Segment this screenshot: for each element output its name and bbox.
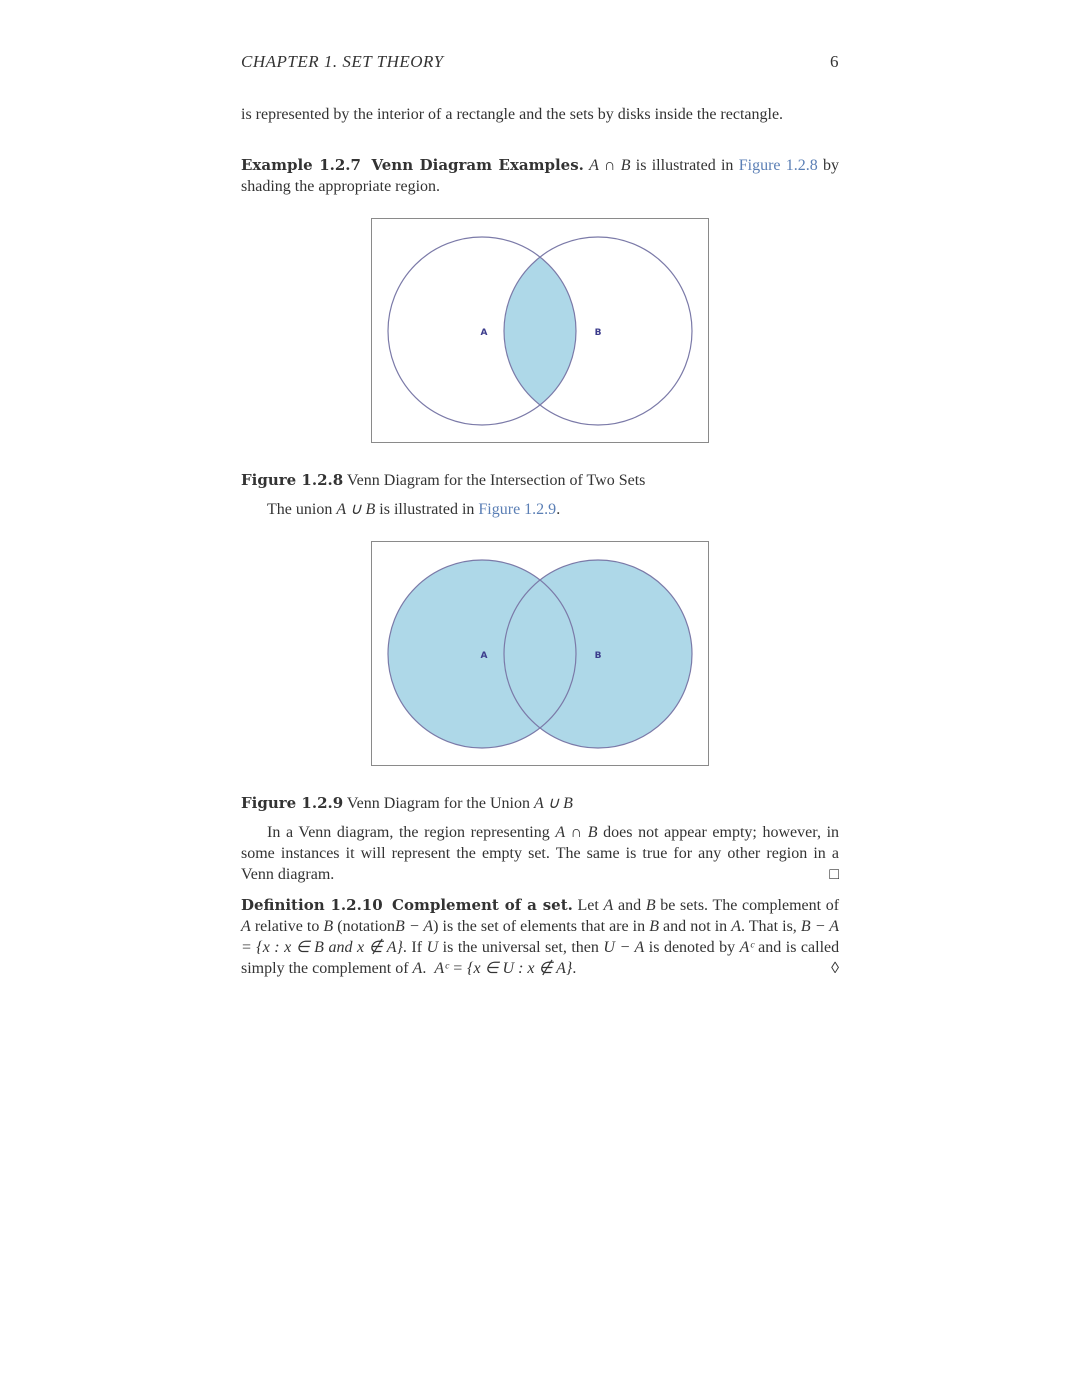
def-math: U − A [603, 939, 645, 956]
example-text-before: is illustrated in [635, 157, 734, 174]
union-text-after: . [556, 501, 561, 518]
def-text: ) is the set of elements that are in [433, 918, 646, 935]
definition-title: Complement of a set. [392, 896, 573, 914]
def-text: is the universal set, then [442, 939, 599, 956]
set-label-a: A [480, 328, 488, 338]
def-math: A [731, 918, 741, 935]
def-math: B − A [395, 918, 434, 935]
venn-union-figure [371, 541, 709, 766]
def-text: . That is, [740, 918, 797, 935]
def-text: and not in [663, 918, 728, 935]
caption-text: Venn Diagram for the Union [346, 795, 530, 812]
definition-label: Definition 1.2.10 [241, 896, 383, 914]
example-text-after: by shading the appropriate region. [241, 157, 840, 195]
intro-paragraph: is represented by the interior of a rectangle and the sets by disks inside the rectangle. [241, 106, 784, 123]
caption-math: A ∪ B [533, 795, 573, 812]
def-math: A [603, 897, 614, 914]
venn-union-svg [372, 542, 710, 767]
def-text: (notation [337, 918, 395, 935]
def-text: be sets. The complement of [660, 897, 840, 914]
def-math: B [323, 918, 334, 935]
def-math: B − A = {x : x ∈ B and x ∉ A} [241, 918, 840, 956]
def-text: Let [577, 897, 599, 914]
figure-1-2-8-caption [241, 470, 839, 491]
def-text: relative to [254, 918, 320, 935]
def-text: and [618, 897, 642, 914]
venn-intersection-figure [371, 218, 709, 443]
union-math: A ∪ B [336, 501, 376, 518]
venn-intersection-svg [372, 219, 710, 444]
def-text: . If [402, 939, 423, 956]
def-math: A [241, 918, 251, 935]
def-text: and is called simply the complement of [241, 939, 840, 977]
union-sentence [241, 499, 839, 520]
def-math: A [412, 960, 423, 977]
example-label: Example 1.2.7 [241, 156, 361, 174]
union-text-before: The union [267, 501, 333, 518]
def-math: Aᶜ = {x ∈ U : x ∉ A} [434, 960, 573, 977]
page-number: 6 [830, 52, 839, 71]
empty-text-2: does not appear empty; however, in some instances it will represent the empty set. The same is true for any other region in a Venn diagram. [241, 824, 840, 883]
caption-label: Figure 1.2.9 [241, 794, 344, 812]
example-paragraph [241, 155, 839, 197]
def-text: is denoted by [648, 939, 736, 956]
example-math: A ∩ B [589, 157, 631, 174]
set-label-a: A [480, 651, 488, 661]
def-math: B [645, 897, 656, 914]
empty-set-paragraph [241, 822, 839, 885]
def-math: B [649, 918, 659, 935]
end-of-definition-mark: ◊ [831, 960, 839, 977]
definition-paragraph: Definition 1.2.10 Complement of a set. Let A and B be sets. The complement of A relative to B (notationB − A) is the set of elements that are in B and not in A. That is, B − A = {x : x ∈ B and x ∉ A}. If U is the universal set, then U − A is denoted by Aᶜ and is called simply the complement of A. Aᶜ = {x ∈ U : x ∉ A}. ◊ [241, 896, 840, 977]
def-math: U [426, 939, 439, 956]
empty-text-1: In a Venn diagram, the region representing [267, 824, 550, 841]
example-title: Venn Diagram Examples. [371, 156, 584, 174]
chapter-title: CHAPTER 1. SET THEORY [241, 52, 444, 71]
figure-1-2-9-caption [241, 793, 839, 814]
def-math: Aᶜ [739, 939, 754, 956]
caption-label: Figure 1.2.8 [241, 471, 344, 489]
caption-text: Venn Diagram for the Intersection of Two Sets [346, 472, 646, 489]
end-of-example-mark: □ [829, 866, 839, 883]
set-label-b: B [594, 328, 602, 338]
empty-math: A ∩ B [555, 824, 598, 841]
figure-link-1-2-9[interactable]: Figure 1.2.9 [478, 501, 557, 518]
running-head [241, 52, 839, 76]
union-text-middle: is illustrated in [379, 501, 475, 518]
figure-link-1-2-8[interactable]: Figure 1.2.8 [738, 157, 818, 174]
set-label-b: B [594, 651, 602, 661]
